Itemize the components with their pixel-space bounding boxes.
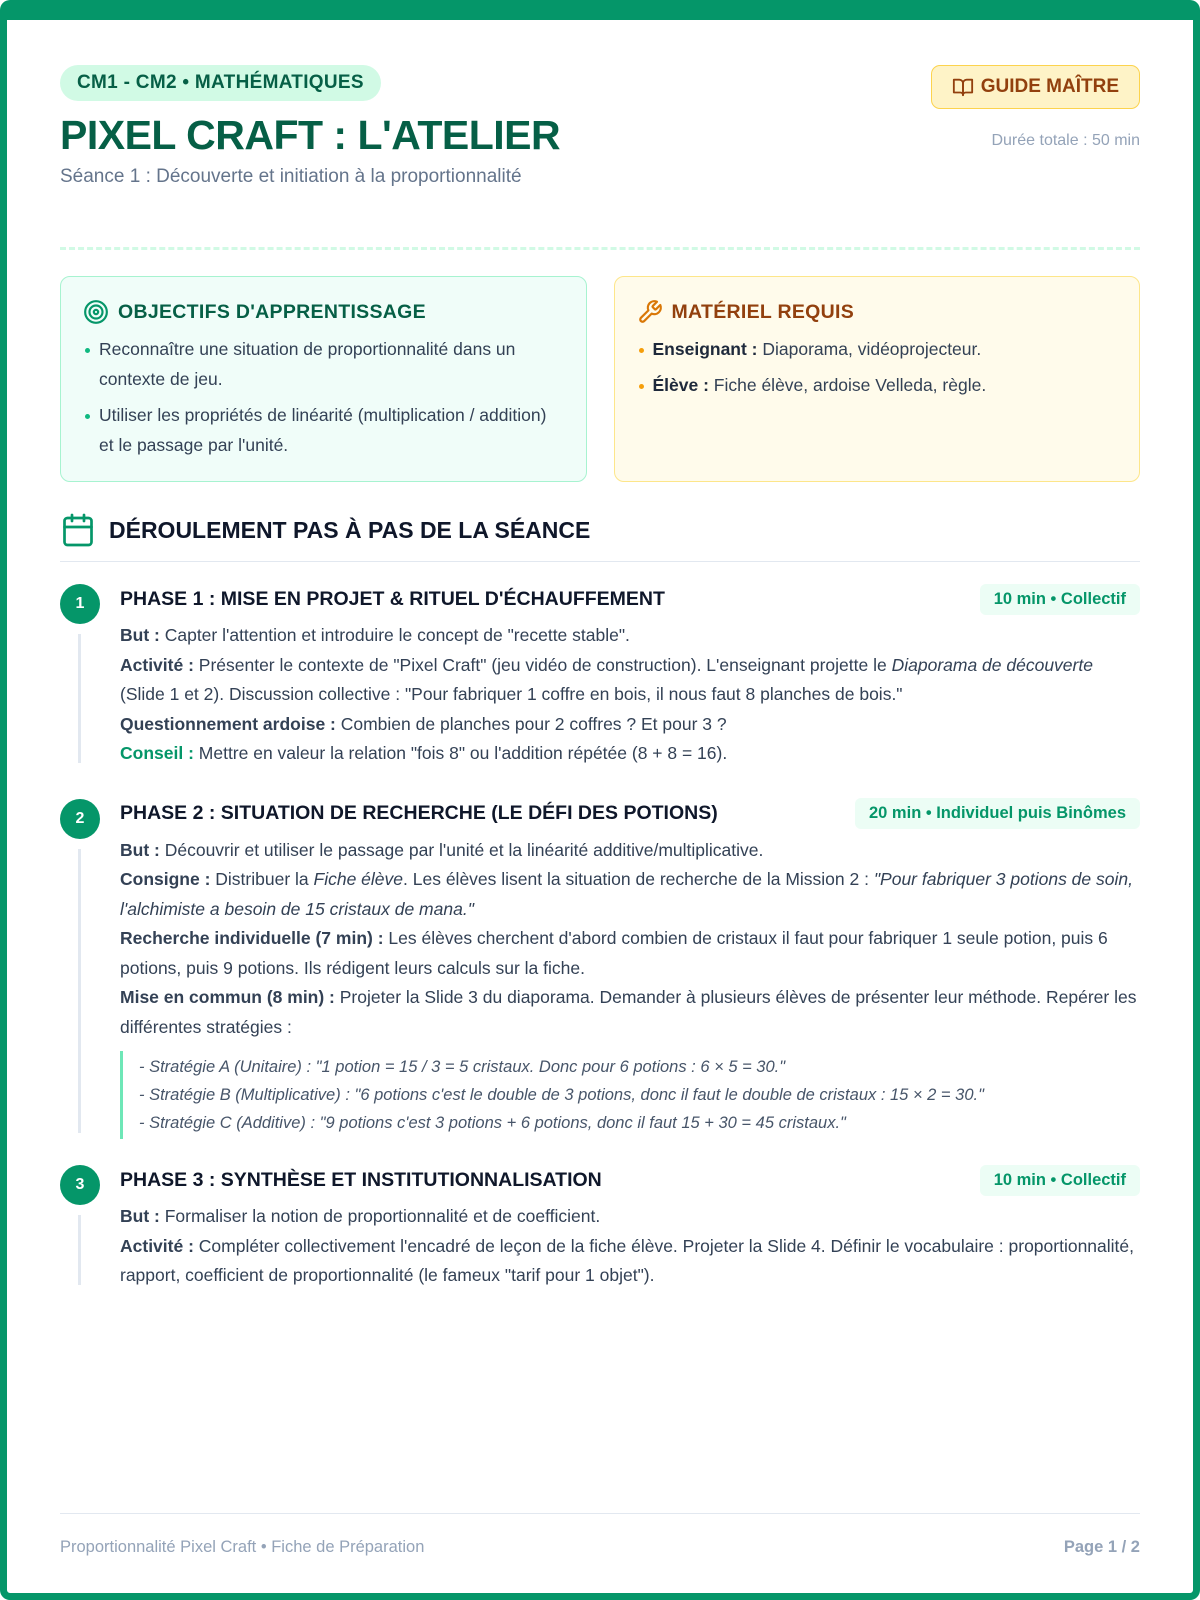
phase-number: 1	[60, 584, 100, 624]
activity-label: Activité :	[120, 1235, 194, 1256]
phase-1	[60, 582, 1140, 769]
instruction-label: Consigne :	[120, 869, 211, 889]
book-open-icon	[952, 76, 974, 98]
target-icon	[83, 299, 109, 325]
instruction-text: Distribuer la	[210, 869, 314, 889]
phase-header	[120, 1163, 1140, 1197]
activity-text: (Slide 1 et 2). Discussion collective : "Pour fabriquer 1 coffre en bois, il nous faut 8 planches de bois."	[120, 684, 903, 704]
objectives-title: OBJECTIFS D'APPRENTISSAGE	[118, 300, 426, 323]
phase-title: PHASE 3 : SYNTHÈSE ET INSTITUTIONNALISATION	[120, 1168, 602, 1191]
strategy-item: - Stratégie B (Multiplicative) : "6 potions c'est le double de 3 potions, donc il faut le double de cristaux : 15 × 2 = 30."	[139, 1086, 984, 1104]
phase-tip	[120, 739, 1140, 769]
sharing-label: Mise en commun (8 min) :	[120, 987, 335, 1007]
instruction-text: . Les élèves lisent la situation de recherche de la Mission 2 :	[403, 869, 874, 889]
goal-text: Découvrir et utiliser le passage par l'unité et la linéarité additive/multiplicative.	[159, 839, 764, 860]
page-number: Page 1 / 2	[1063, 1538, 1140, 1556]
objectives-card	[60, 276, 587, 482]
phase-goal	[120, 621, 1140, 651]
calendar-icon	[60, 512, 96, 548]
phase-duration-badge: 10 min • Collectif	[980, 1165, 1140, 1196]
section-title: DÉROULEMENT PAS À PAS DE LA SÉANCE	[109, 516, 591, 543]
instruction-quote: "Pour fabriquer 3 potions de soin, l'alchimiste a besoin de 15 cristaux de mana."	[120, 869, 1133, 919]
question-text: Combien de planches pour 2 coffres ? Et pour 3 ?	[335, 713, 727, 734]
timeline-line	[78, 1215, 81, 1285]
phase-3	[60, 1163, 1140, 1291]
subject-pill: CM1 - CM2 • MATHÉMATIQUES	[60, 65, 381, 101]
timeline-line	[78, 634, 81, 763]
activity-text: Compléter collectivement l'encadré de leçon de la fiche élève. Projeter la Slide 4. Définir le vocabulaire : proportionnalité, rapport, coefficient de proportionnalité (le fameux "tarif pour 1 objet").	[120, 1235, 1135, 1285]
question-label: Questionnement ardoise :	[120, 713, 336, 734]
material-label: Enseignant :	[652, 339, 758, 359]
material-item	[637, 334, 1118, 364]
activity-text: Présenter le contexte de "Pixel Craft" (jeu vidéo de construction). L'enseignant projette le	[193, 654, 892, 675]
phase-header	[120, 582, 1140, 616]
tip-text: Mettre en valeur la relation "fois 8" ou l'addition répétée (8 + 8 = 16).	[193, 743, 728, 763]
objective-item: Reconnaître une situation de proportionnalité dans un contexte de jeu.	[83, 334, 564, 394]
phase-number: 3	[60, 1165, 100, 1205]
research-text: Les élèves cherchent d'abord combien de cristaux il faut pour fabriquer 1 seule potion, puis 6 potions, puis 9 potions. Ils rédigent leurs calculs sur la fiche.	[120, 928, 1108, 978]
objectives-header	[83, 299, 564, 325]
material-item	[637, 370, 1118, 400]
activity-italic: Diaporama de découverte	[891, 654, 1093, 675]
phase-goal	[120, 836, 1140, 866]
phase-instruction	[120, 865, 1140, 924]
phase-duration-badge: 20 min • Individuel puis Binômes	[855, 798, 1140, 829]
strategy-item: - Stratégie C (Additive) : "9 potions c'est 3 potions + 6 potions, donc il faut 15 + 30 = 45 cristaux."	[139, 1114, 846, 1132]
goal-text: Capter l'attention et introduire le concept de "recette stable".	[159, 625, 630, 645]
phase-question	[120, 710, 1140, 740]
phase-title: PHASE 1 : MISE EN PROJET & RITUEL D'ÉCHAUFFEMENT	[120, 587, 665, 610]
goal-label: But :	[120, 1206, 160, 1226]
objectives-list	[83, 334, 564, 460]
footer-doc-title: Proportionnalité Pixel Craft • Fiche de Préparation	[60, 1538, 425, 1556]
header-divider	[60, 247, 1140, 250]
page-content	[60, 65, 1140, 1291]
material-text: Diaporama, vidéoprojecteur.	[757, 339, 982, 359]
phase-sharing	[120, 983, 1140, 1042]
phase-header	[120, 797, 1140, 831]
activity-label: Activité :	[120, 654, 194, 675]
info-cards	[60, 276, 1140, 482]
phase-activity	[120, 651, 1140, 710]
material-label: Élève :	[652, 375, 709, 395]
phase-title: PHASE 2 : SITUATION DE RECHERCHE (LE DÉFI DES POTIONS)	[120, 802, 718, 824]
phase-goal	[120, 1202, 1140, 1232]
guide-master-button[interactable]	[931, 65, 1140, 109]
instruction-italic: Fiche élève	[313, 869, 404, 889]
page-header	[60, 65, 1140, 235]
page-title: PIXEL CRAFT : L'ATELIER	[60, 112, 561, 158]
strategy-item: - Stratégie A (Unitaire) : "1 potion = 15 / 3 = 5 cristaux. Donc pour 6 potions : 6 × 5 = 30."	[139, 1058, 786, 1076]
page-footer	[60, 1513, 1140, 1557]
phase-number: 2	[60, 799, 100, 839]
phase-activity	[120, 1232, 1140, 1291]
guide-master-label: GUIDE MAÎTRE	[980, 76, 1119, 97]
materials-list	[637, 334, 1118, 400]
sharing-text: Projeter la Slide 3 du diaporama. Demander à plusieurs élèves de présenter leur méthode. Repérer les différentes stratégies :	[120, 987, 1137, 1037]
materials-title: MATÉRIEL REQUIS	[671, 300, 855, 323]
goal-label: But :	[120, 625, 160, 645]
phase-2	[60, 797, 1140, 1140]
wrench-icon	[637, 299, 663, 325]
strategies-quote	[120, 1051, 1140, 1139]
materials-card	[614, 276, 1141, 482]
phase-duration-badge: 10 min • Collectif	[980, 584, 1140, 615]
section-header	[60, 512, 1140, 562]
timeline-line	[78, 849, 81, 1134]
phase-research	[120, 924, 1140, 983]
total-duration: Durée totale : 50 min	[991, 132, 1140, 149]
session-subtitle: Séance 1 : Découverte et initiation à la proportionnalité	[60, 166, 522, 187]
objective-item: Utiliser les propriétés de linéarité (multiplication / addition) et le passage par l'unité.	[83, 400, 564, 460]
goal-text: Formaliser la notion de proportionnalité et de coefficient.	[159, 1206, 601, 1226]
materials-header	[637, 299, 1118, 325]
goal-label: But :	[120, 839, 160, 860]
research-label: Recherche individuelle (7 min) :	[120, 928, 384, 948]
tip-label: Conseil :	[120, 743, 194, 763]
material-text: Fiche élève, ardoise Velleda, règle.	[708, 375, 987, 395]
